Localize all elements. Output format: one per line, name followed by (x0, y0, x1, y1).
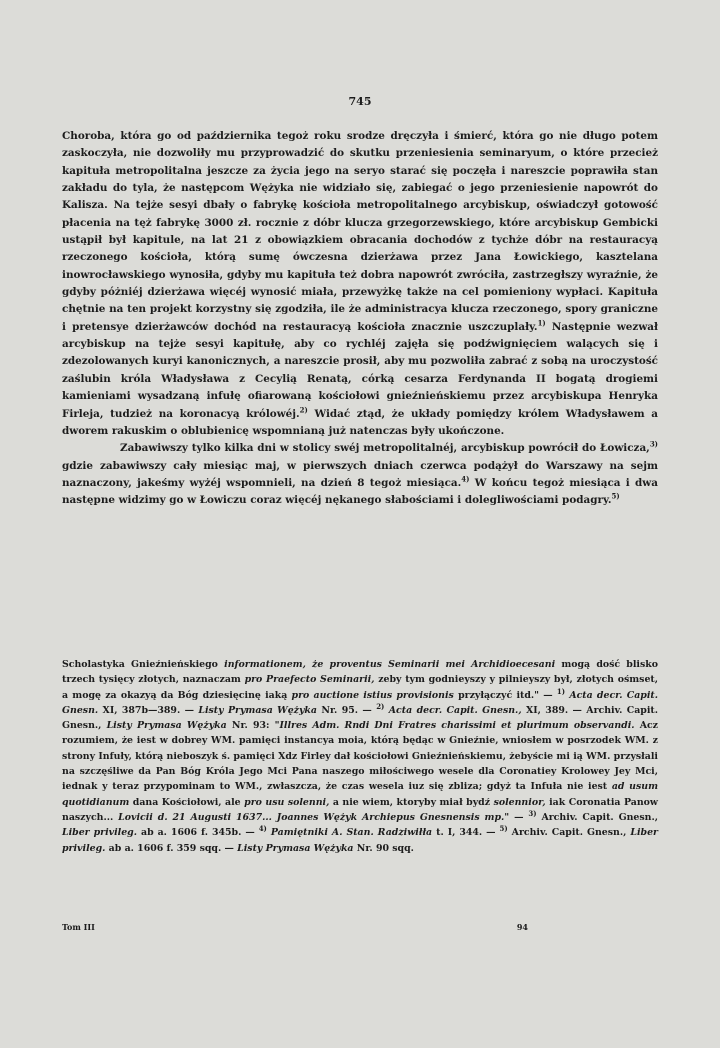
text-run: Nr. 90 sqq. (353, 842, 414, 854)
text-run: Nr. 93: " (226, 720, 280, 732)
text-run: Nr. 95. — (317, 704, 377, 716)
sheet-number: 94 (516, 922, 528, 932)
paragraph (62, 128, 658, 440)
main-text (62, 128, 658, 510)
text-run: ab a. 1606 f. 345b. — (137, 827, 259, 839)
text-run: zeby tym godnieyszy y pilnieyszy był, złotych ośmset, a mogę za okazyą da Bóg dziesięcinę iaką (62, 674, 659, 701)
text-run: Archiv. Capit. Gnesn., (507, 827, 631, 839)
footnote-marker: 3) (528, 808, 537, 818)
text-run: Zabawiwszy tylko kilka dni w stolicy swéj metropolitalnéj, arcybiskup powrócił do Łowicza, (120, 442, 650, 455)
text-run: XI, 387b—389. — (98, 704, 199, 716)
text-run: Następnie wezwał arcybiskup na tejże sesyi kapitułę, aby co rychléj zajęła się podźwignięciem walących się i zdezolowanych kuryi kanonicznych, a nareszcie prosił, aby mu pozwoliła zabrać z sobą na uroczystość zaślubin króla Władysława z Cecylią Renatą, córką cesarza Ferdynanda II bogatą drogiemi kamieniami wysadzaną infułę ofiarowaną kościołowi gnieźnieńskiemu przez arcybiskupa Henryka Firleja, tudzież na koronacyą królowéj. (62, 320, 658, 420)
text-run: — (509, 811, 529, 823)
footnotes (62, 657, 658, 856)
italic-text: Liber privileg. (62, 827, 658, 854)
text-run: Choroba, która go od października tegoż roku srodze dręczyła i śmierć, która go nie długo potem zaskoczyła, nie dozwoliły mu przyprowadzić do skutku przeniesienia seminaryum, o które przecież kapituła metropolitalna jeszcze za życia jego na seryo starać się poczęła i nareszcie poprawiła stan zakładu do tyla, że następcom Wężyka nie widziało się, zabiegać o jego przeniesienie napowrót do Kalisza. Na tejże sesyi dbały o fabrykę kościoła metropolitalnego arcybiskup, oświadczył gotowość płacenia na tęż fabrykę 3000 zł. rocznie z dóbr klucza grzegorzewskiego, które arcybiskup Gembicki ustąpił był kapitule, na lat 21 z obowiązkiem obracania dochodów z tychże dóbr na restauracyą rzeczonego kościoła, którą sumę ówczesna dzierżawa przez Jana Łowickiego, kasztelana inowrocławskiego wynosiła, gdyby mu kapituła też dobra napowrót zwróciła, zastrzegłszy wyraźnie, że gdyby póżniéj dzierżawa więcéj wynosić miała, przewyżkę także na cel pomieniony wypłaci. Kapituła chętnie na ten projekt korzystny się zgodziła, ile że administracya klucza rzeczonego, spory graniczne i pretensye dzierżawców dochód na restauracyą kościoła znacznie uszczuplały. (62, 130, 658, 333)
italic-text: Acta decr. Capit. Gnesn., (388, 704, 522, 716)
italic-text: Listy Prymasa Wężyka (198, 704, 317, 716)
italic-text: Illres Adm. Rndi Dni Fratres charissimi et plurimum observandi. (279, 720, 635, 732)
text-run: Widać ztąd, że układy pomiędzy królem Władysławem a dworem rakuskim o oblubienicę wspomnianą już natenczas były ukończone. (62, 407, 658, 437)
volume-mark: Tom III (62, 922, 95, 932)
text-run: iak Coronatia Panow naszych... (62, 796, 659, 823)
text-run: dana Kościołowi, ale (129, 796, 245, 808)
text-run: mogą dość blisko trzech tysięcy złotych, naznaczam (62, 659, 659, 686)
text-run: t. I, 344. — (432, 827, 500, 839)
footnote-marker: 5) (499, 824, 508, 834)
text-run: przyłączyć itd." — (453, 689, 557, 701)
text-run: XI, 389. — Archiv. Capit. Gnesn., (62, 704, 659, 732)
italic-text: Listy Prymasa Wężyka (237, 842, 354, 854)
italic-text: Lovicii d. 21 Augusti 1637... Joannes Wężyk Archiepus Gnesnensis mp." (118, 811, 510, 823)
footnote-marker: 4) (258, 824, 267, 834)
text-run: W końcu tegoż miesiąca i dwa następne widzimy go w Łowiczu coraz więcéj nękanego słabościami i dolegliwościami podagry. (62, 476, 658, 507)
italic-text: Pamiętniki A. Stan. Radziwiłła (270, 827, 433, 839)
footnote-marker: 2) (299, 405, 308, 415)
text-run: ab a. 1606 f. 359 sqq. — (105, 842, 238, 854)
footnote-marker: 2) (376, 701, 385, 711)
italic-text: ad usum quotidianum (62, 781, 658, 808)
text-run: Acz rozumiem, że iest w dobrey WM. pamięci instancya moia, którą będąc w Gnieźnie, wniosłem w posrzodek WM. z strony Infuły, którą nieboszyk ś. pamięci Xdz Firley dał kościołowi Gnieźnieńskiemu, żebyście mi ią WM. przysłali na szczęśliwe da Pan Bóg Króla Jego Mci Pana naszego miłościwego wesele dla Coronatiey Krolowey Jey Mci, iednak y teraz przypominam to WM., zwłaszcza, że czas wesela iuz się zbliza; gdyż ta Infuła nie iest (62, 720, 658, 793)
footnote-marker: 4) (461, 474, 470, 484)
italic-text: solennior, (493, 796, 546, 808)
italic-text: Listy Prymasa Wężyka (106, 720, 227, 732)
italic-text: Liber privileg. (62, 827, 138, 839)
footnote-marker: 5) (611, 491, 620, 501)
italic-text: pro usu solenni, (244, 796, 330, 808)
text-run: a nie wiem, ktoryby miał bydź (329, 796, 494, 808)
page-number: 745 (348, 95, 372, 108)
paragraph (62, 440, 658, 509)
text-run: Scholastyka Gnieźnieńskiego (62, 659, 225, 670)
footnote-marker: 1) (556, 686, 566, 696)
text-run: Archiv. Capit. Gnesn., (536, 811, 659, 823)
footnote-paragraph (62, 657, 658, 856)
italic-text: informationem, że proventus Seminarii mei Archidioecesani (224, 659, 556, 670)
text-run: gdzie zabawiwszy cały miesiąc maj, w pierwszych dniach czerwca podążył do Warszawy na sejm naznaczony, jakeśmy wyżéj wspomnieli, na dzień 8 tegoż miesiąca. (62, 459, 658, 489)
italic-text: Acta decr. Capit. Gnesn. (62, 689, 658, 716)
italic-text: pro auctione istius provisionis (291, 689, 454, 701)
footnote-marker: 3) (649, 439, 658, 449)
italic-text: pro Praefecto Seminarii, (244, 674, 375, 686)
footnote-marker: 1) (537, 318, 546, 328)
